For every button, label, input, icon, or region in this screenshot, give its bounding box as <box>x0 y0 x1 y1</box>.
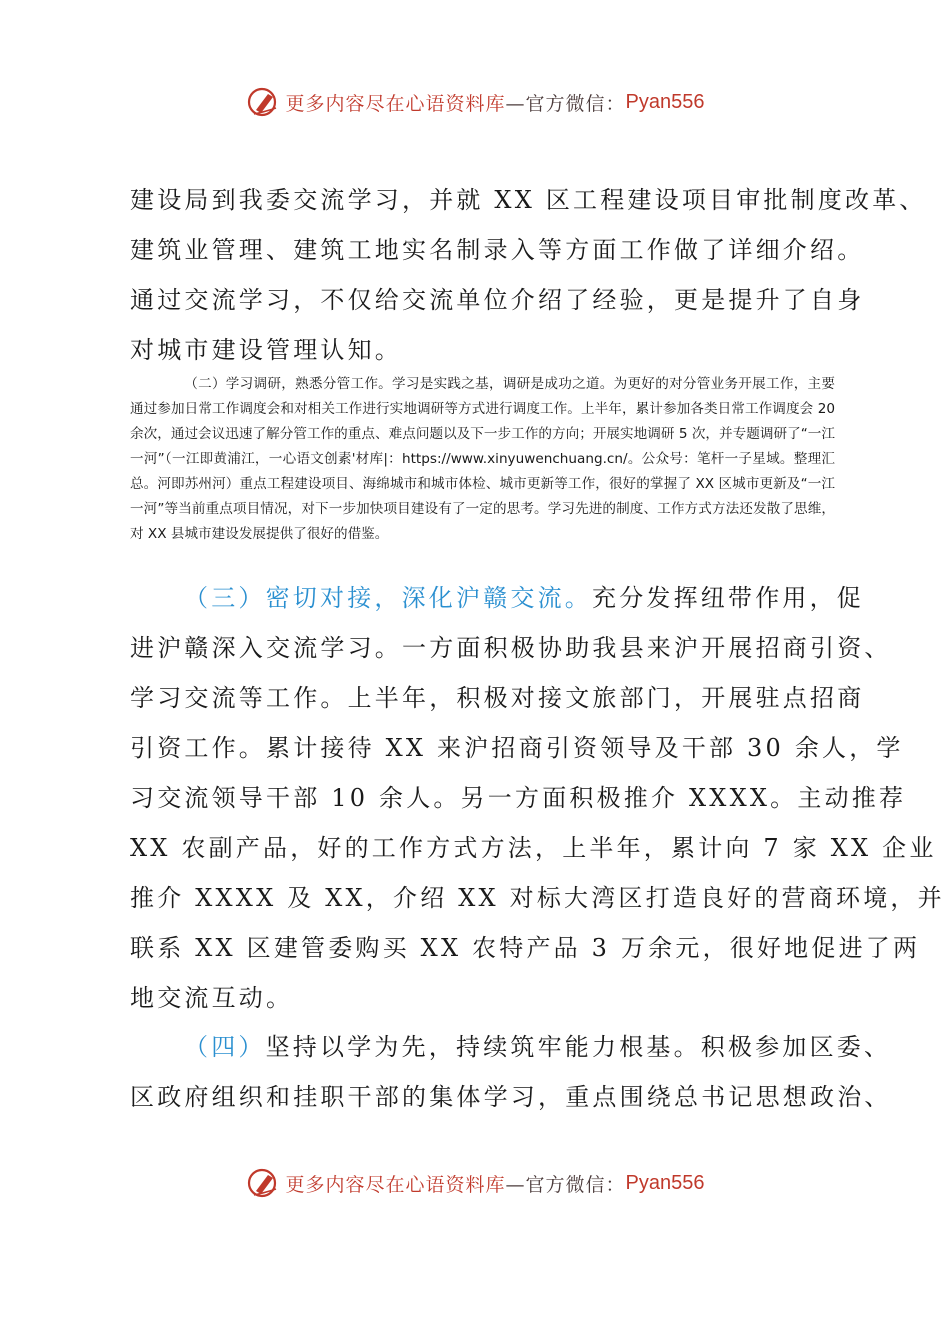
watermark-separator-text: —官方微信： <box>505 92 626 115</box>
watermark-main-text: 更多内容尽在心语资料库 <box>285 1173 506 1196</box>
section-three-heading: （三）密切对接，深化沪赣交流。 <box>184 584 592 612</box>
body-line: 建筑业管理、建筑工地实名制录入等方面工作做了详细介绍。 <box>130 236 865 264</box>
body-line: 区政府组织和挂职干部的集体学习，重点围绕总书记思想政治、 <box>130 1083 892 1111</box>
pen-nib-icon <box>246 84 282 120</box>
watermark-wechat-id: Pyan556 <box>625 90 705 113</box>
watermark-banner-top <box>0 82 950 122</box>
section-three-first-text: 充分发挥纽带作用，促 <box>592 584 864 612</box>
watermark-wechat-id: Pyan556 <box>625 1171 705 1194</box>
body-line: XX 农副产品，好的工作方式方法，上半年，累计向 7 家 XX 企业 <box>130 834 937 862</box>
body-line: 联系 XX 区建管委购买 XX 农特产品 3 万余元，很好地促进了两 <box>130 934 921 962</box>
body-line: 通过交流学习，不仅给交流单位介绍了经验，更是提升了自身 <box>130 286 865 314</box>
section-four-first-text: 坚持以学为先，持续筑牢能力根基。积极参加区委、 <box>265 1033 892 1061</box>
body-line: 推介 XXXX 及 XX，介绍 XX 对标大湾区打造良好的营商环境，并 <box>130 884 945 912</box>
body-line: 建设局到我委交流学习，并就 XX 区工程建设项目审批制度改革、 <box>130 186 927 214</box>
section-two-paragraph <box>130 372 835 547</box>
watermark-banner-bottom <box>0 1163 950 1203</box>
pen-nib-icon <box>246 1165 282 1201</box>
body-line: 学习交流等工作。上半年，积极对接文旅部门，开展驻点招商 <box>130 684 865 712</box>
body-line: 引资工作。累计接待 XX 来沪招商引资领导及干部 30 余人，学 <box>130 734 904 762</box>
section-four-first-line <box>130 1022 892 1072</box>
watermark-main-text: 更多内容尽在心语资料库 <box>285 92 506 115</box>
body-line: 习交流领导干部 10 余人。另一方面积极推介 XXXX。主动推荐 <box>130 784 907 812</box>
section-four-heading-marker: （四） <box>184 1033 266 1061</box>
section-two-text: （二）学习调研，熟悉分管工作。学习是实践之基，调研是成功之道。为更好的对分管业务开展工作，主要通过参加日常工作调度会和对相关工作进行实地调研等方式进行调度工作。上半年，累计参加各类日常工作调度会 20 余次，通过会议迅速了解分管工作的重点、难点问题以及下一步工作的方向；开展实地调研 5 次，并专题调研了“一江一河”（一江即黄浦江，一心语文创素'材库|：https://www.xinyuwenchuang.cn/。公众号：笔杆一子星域。整理汇总。河即苏州河）重点工程建设项目、海绵城市和城市体检、城市更新等工作，很好的掌握了 XX 区城市更新及“一江一河”等当前重点项目情况，对下一步加快项目建设有了一定的思考。学习先进的制度、工作方式方法还发散了思维，对 XX 县城市建设发展提供了很好的借鉴。 <box>130 376 835 542</box>
body-line: 地交流互动。 <box>130 984 294 1012</box>
watermark-separator-text: —官方微信： <box>505 1173 626 1196</box>
body-line: 对城市建设管理认知。 <box>130 336 402 364</box>
body-line: 进沪赣深入交流学习。一方面积极协助我县来沪开展招商引资、 <box>130 634 892 662</box>
section-three-first-line <box>130 573 864 623</box>
